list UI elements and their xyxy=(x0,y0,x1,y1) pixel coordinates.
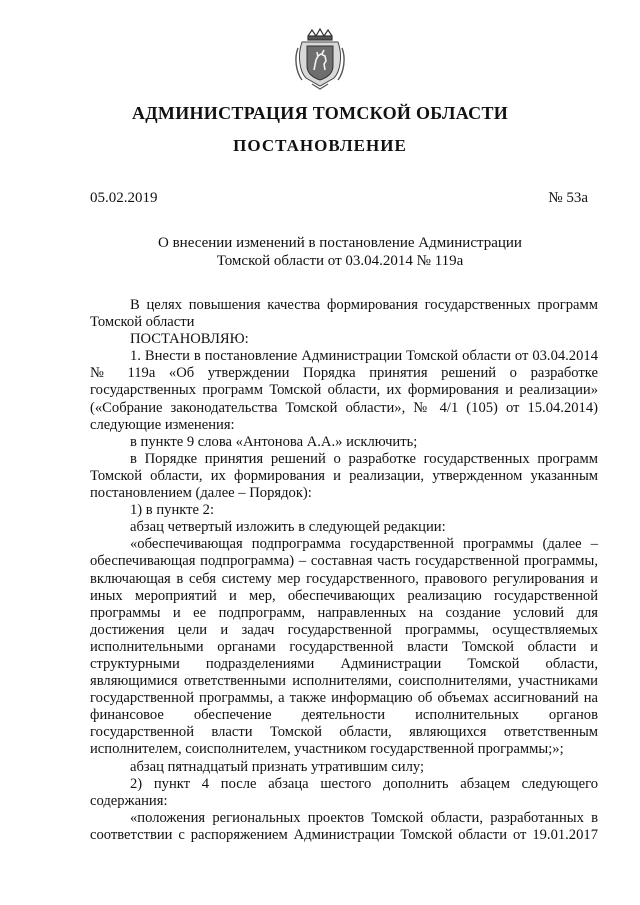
paragraph: 1) в пункте 2: xyxy=(130,502,215,519)
paragraph: 2) пункт 4 после абзаца шестого дополнить абзацем следующего содержания: xyxy=(90,775,598,809)
paragraph: В целях повышения качества формирования государственных программ Томской области xyxy=(90,297,598,331)
paragraph: в Порядке принятия решений о разработке государственных программ Томской области, их формирования и реализации, утвержденном указанным постановлением (далее – Порядок): xyxy=(90,450,598,502)
document-subject xyxy=(120,234,560,270)
document-body xyxy=(90,297,598,844)
paragraph: «положения региональных проектов Томской области, разработанных в соответствии с распоряжением Администрации Томской области от 19.01.2017 xyxy=(90,809,598,843)
paragraph: 1. Внести в постановление Администрации Томской области от 03.04.2014 № 119а «Об утверждении Порядка принятия решений о разработке государственных программ Томской области, их формирования и реализации» («Собрание законодательства Томской области», № 4/1 (105) от 15.04.2014) следующие изменения: xyxy=(90,348,598,433)
subject-line: О внесении изменений в постановление Администрации xyxy=(158,235,522,251)
paragraph: абзац четвертый изложить в следующей редакции: xyxy=(130,519,446,536)
document-number: № 53а xyxy=(548,190,588,206)
organization-title: АДМИНИСТРАЦИЯ ТОМСКОЙ ОБЛАСТИ xyxy=(131,103,509,123)
subject-line: Томской области от 03.04.2014 № 119а xyxy=(216,253,464,269)
document-date: 05.02.2019 xyxy=(90,190,158,206)
paragraph: абзац пятнадцатый признать утратившим силу; xyxy=(130,758,425,775)
paragraph: ПОСТАНОВЛЯЮ: xyxy=(130,331,249,348)
paragraph: «обеспечивающая подпрограмма государственной программы (далее – обеспечивающая подпрограмма) – составная часть государственной программы, включающая в себя систему мер государственного, правового регулирования и иных мероприятий и мер, обеспечивающих реализацию государственной программы и ее подпрограмм, направленных на создание условий для достижения цели и задач государственной программы, осуществляемых исполнительными органами государственной власти Томской области и структурными подразделениями Администрации Томской области, являющимися ответственными исполнителями, соисполнителями, участниками государственной программы, а также информацию об объемах ассигнований на финансовое обеспечение деятельности исполнительных органов государственной власти Томской области, являющихся ответственным исполнителем, соисполнителем, участником государственной программы;»; xyxy=(90,536,598,758)
tomsk-coat-of-arms-icon xyxy=(294,26,346,90)
document-type: ПОСТАНОВЛЕНИЕ xyxy=(233,136,407,155)
paragraph: в пункте 9 слова «Антонова А.А.» исключить; xyxy=(130,433,418,450)
